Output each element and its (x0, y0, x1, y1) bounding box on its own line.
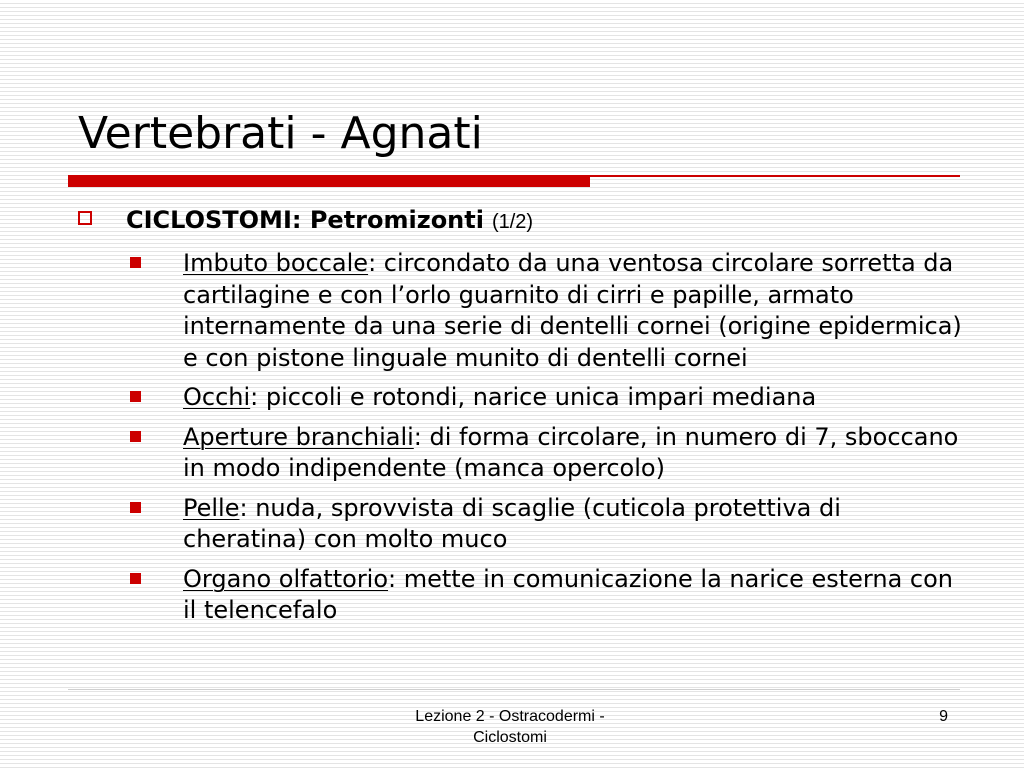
item-text: : mette in comunicazione la narice esterna con il telencefalo (183, 564, 953, 624)
list-item-pelle (130, 493, 970, 556)
title-underline-thick (68, 175, 590, 187)
footer-divider (68, 689, 960, 690)
section-fraction: (1/2) (491, 211, 534, 233)
list-item-organo-olfattorio (130, 564, 970, 627)
slide-title: Vertebrati - Agnati (78, 108, 483, 159)
section-heading: CICLOSTOMI: Petromizonti (126, 206, 484, 234)
item-text: : di forma circolare, in numero di 7, sboccano in modo indipendente (manca opercolo) (183, 422, 959, 482)
page-number: 9 (939, 708, 948, 725)
item-term: Occhi (183, 383, 251, 411)
item-term: Aperture branchiali (183, 422, 414, 451)
item-text: : circondato da una ventosa circolare sorretta da cartilagine e con l’orlo guarnito di cirri e papille, armato internamente da una serie di dentelli cornei (origine epidermica) e con pistone linguale munito di dentelli cornei (183, 249, 962, 372)
list-item-aperture-branchiali (130, 422, 970, 485)
list-item-imbuto-boccale (130, 248, 970, 374)
item-term: Organo olfattorio (183, 564, 389, 593)
item-text: : nuda, sprovvista di scaglie (cuticola protettiva di cheratina) con molto muco (183, 493, 841, 553)
hollow-square-bullet-icon (78, 211, 92, 225)
filled-square-bullet-icon (130, 573, 141, 584)
filled-square-bullet-icon (130, 391, 141, 402)
bullet-list (130, 248, 970, 635)
filled-square-bullet-icon (130, 431, 141, 442)
filled-square-bullet-icon (130, 257, 141, 268)
item-term: Imbuto boccale (183, 249, 369, 277)
title-underline-thin (590, 175, 960, 177)
item-term: Pelle (183, 493, 240, 522)
list-item-occhi (130, 382, 970, 414)
footer-text: Lezione 2 - Ostracodermi - Ciclostomi (415, 708, 605, 746)
item-text: : piccoli e rotondi, narice unica impari mediana (250, 383, 817, 411)
level1-bullet (78, 204, 533, 238)
filled-square-bullet-icon (130, 502, 141, 513)
